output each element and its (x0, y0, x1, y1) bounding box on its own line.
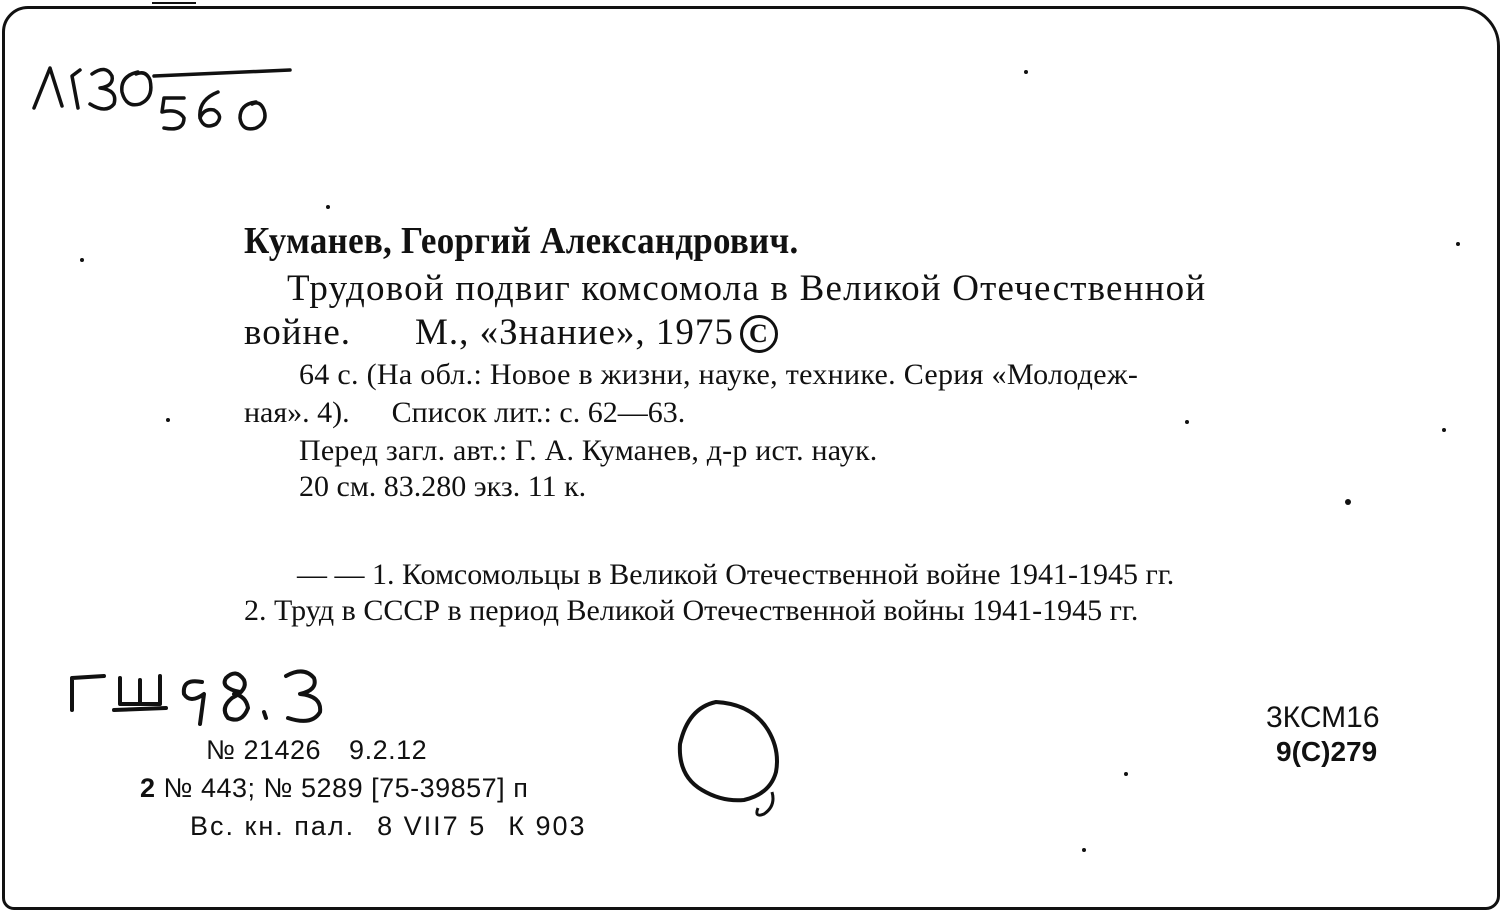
scan-speck (1082, 848, 1086, 852)
series-note (244, 398, 685, 428)
book-chamber-label: Вс. кн. пал. (190, 811, 356, 841)
card-top-mark (152, 2, 196, 4)
handwritten-shelfmark (28, 62, 298, 138)
subject-heading-1: — — 1. Комсомольцы в Великой Отечественной войне 1941-1945 гг. (297, 558, 1175, 591)
print-registry-numbers: № 443; № 5289 [75-39857] п (163, 773, 529, 803)
card-author: Куманев, Георгий Александрович. (244, 220, 799, 262)
series-end: ная». 4). (244, 396, 350, 429)
scan-speck (1442, 428, 1446, 432)
card-title: Трудовой подвиг комсомола в Великой Отечественной (287, 268, 1207, 309)
print-info-line-1 (206, 737, 427, 764)
bibliography-note: Список лит.: с. 62—63. (391, 396, 686, 429)
subject-heading-2: 2. Труд в СССР в период Великой Отечественной войны 1941-1945 гг. (244, 594, 1139, 627)
hand-drawn-oval-mark (672, 696, 792, 826)
scan-speck (1345, 499, 1351, 505)
print-order-date: 9.2.12 (349, 735, 428, 765)
scan-speck (1024, 70, 1028, 74)
author-note: Перед загл. авт.: Г. А. Куманев, д-р ист. наук. (299, 434, 878, 467)
copyright-mark: C (740, 315, 778, 353)
format-line: 20 см. 83.280 экз. 11 к. (299, 470, 587, 503)
scan-speck (1185, 420, 1189, 424)
print-info-line-2 (140, 775, 528, 802)
scan-speck (80, 258, 84, 262)
handwritten-location-code (64, 664, 354, 736)
scan-speck (326, 205, 330, 209)
classification-index: 3КСМ16 (1266, 701, 1380, 734)
scan-speck (166, 418, 170, 422)
print-order-number: № 21426 (206, 735, 322, 765)
print-copy-count: 2 (140, 773, 156, 803)
book-chamber-code: К 903 (508, 811, 587, 841)
card-publication: М., «Знание», 1975 (415, 312, 734, 353)
card-title-end: войне. (244, 312, 351, 353)
book-chamber-date: 8 VII7 5 (377, 811, 487, 841)
classification-number: 9(С)279 (1276, 736, 1378, 767)
print-info-line-3 (190, 813, 587, 840)
scan-speck (1456, 242, 1460, 246)
card-title-continued (244, 314, 778, 353)
scan-speck (1124, 772, 1128, 776)
physical-description: 64 с. (На обл.: Новое в жизни, науке, технике. Серия «Молодеж- (299, 358, 1139, 391)
